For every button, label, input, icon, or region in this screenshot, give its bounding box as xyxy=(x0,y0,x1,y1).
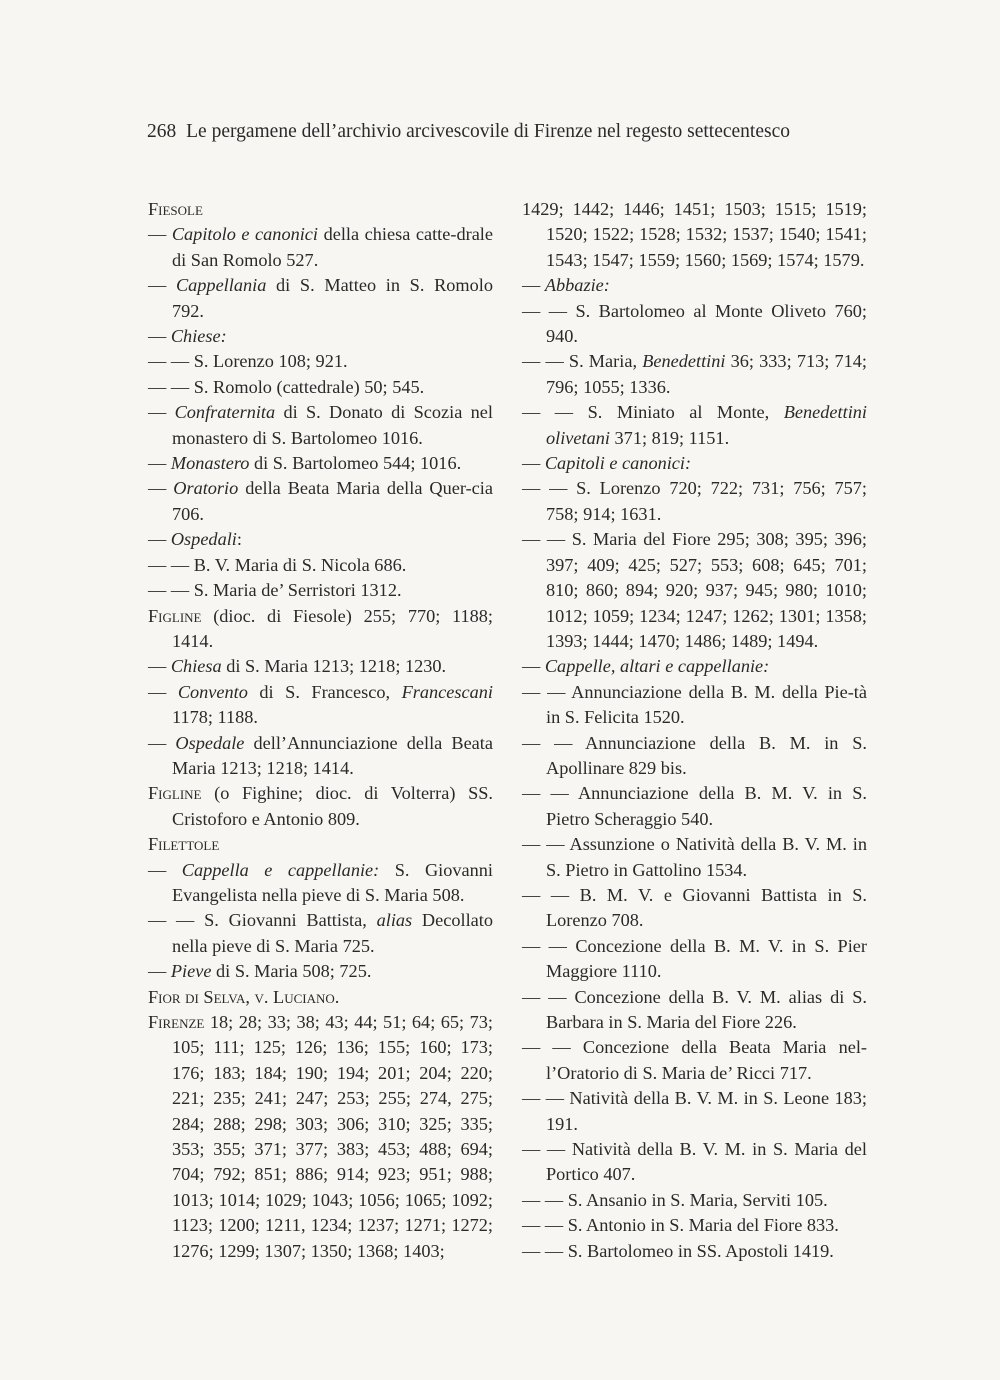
entry-text: — xyxy=(148,326,171,347)
entry-text: 36; 333; 713; 714; 796; 1055; 1336. xyxy=(546,351,867,397)
entry-text: Ospedali xyxy=(170,529,237,550)
entry-text: — xyxy=(148,732,176,753)
entry-text: Decollato nella pieve di S. Maria 725. xyxy=(172,910,493,956)
entry-text: Ospedale xyxy=(175,732,245,753)
index-entry xyxy=(522,731,867,782)
entry-text: Fior di Selva xyxy=(148,986,246,1007)
entry-text: — xyxy=(148,529,171,550)
index-entry xyxy=(148,273,493,324)
entry-text: Pieve xyxy=(170,961,212,982)
entry-text: — — S. Romolo (cattedrale) 50; 545. xyxy=(148,376,425,397)
entry-text: Benedettini xyxy=(642,351,726,372)
index-entry xyxy=(522,451,867,476)
entry-text: (o Fighine; dioc. di Volterra) SS. Cristoforo e Antonio 809. xyxy=(172,783,493,829)
running-title: Le pergamene dell’archivio arcivescovile di Firenze nel regesto settecentesco xyxy=(186,121,790,142)
entry-text: . xyxy=(334,986,340,1007)
entry-text: — xyxy=(148,275,176,296)
entry-text: Capitolo e canonici xyxy=(171,224,319,245)
entry-text: — — S. Bartolomeo in SS. Apostoli 1419. xyxy=(522,1240,834,1261)
index-entry xyxy=(148,654,493,679)
index-entry xyxy=(522,781,867,832)
index-entry xyxy=(522,1035,867,1086)
index-entry xyxy=(522,527,867,654)
entry-text: di S. Matteo in S. Romolo 792. xyxy=(172,275,493,321)
index-entry xyxy=(148,959,493,984)
index-entry xyxy=(148,451,493,476)
entry-text: — xyxy=(148,656,171,677)
index-entry xyxy=(522,1213,867,1238)
index-entry xyxy=(148,832,493,857)
entry-text: — — S. Maria, xyxy=(522,351,643,372)
index-column-left xyxy=(148,197,493,1264)
entry-text: — — Annunciazione della B. M. in S. Apollinare 829 bis. xyxy=(522,732,867,778)
page-number: 268 xyxy=(147,121,177,142)
index-entry xyxy=(148,324,493,349)
entry-text: — xyxy=(148,402,175,423)
entry-text: (dioc. di Fiesole) 255; 770; 1188; 1414. xyxy=(172,605,493,651)
index-entry xyxy=(148,578,493,603)
index-entry xyxy=(148,222,493,273)
entry-text: — — Assunzione o Natività della B. V. M. in S. Pietro in Gattolino 1534. xyxy=(522,834,867,880)
index-entry xyxy=(522,985,867,1036)
entry-text: Confraternita xyxy=(174,402,276,423)
entry-text: Convento xyxy=(177,681,248,702)
entry-text: Francescani xyxy=(401,681,493,702)
entry-text: Benedettini olivetani xyxy=(546,402,867,448)
entry-text: Cappellania xyxy=(175,275,267,296)
entry-text: — — Concezione della B. V. M. alias di S. Barbara in S. Maria del Fiore 226. xyxy=(522,986,867,1032)
entry-text: Capitoli e canonici: xyxy=(544,453,692,474)
entry-text: — — Concezione della Beata Maria nel-l’Oratorio di S. Maria de’ Ricci 717. xyxy=(522,1037,867,1083)
index-entry xyxy=(522,1137,867,1188)
index-entry xyxy=(148,349,493,374)
index-entry xyxy=(522,476,867,527)
entry-text: — xyxy=(148,961,171,982)
entry-text: — — Natività della B. V. M. in S. Leone 183; 191. xyxy=(522,1088,867,1134)
entry-text: — — S. Lorenzo 108; 921. xyxy=(148,351,348,372)
running-header xyxy=(147,121,790,143)
index-entry xyxy=(522,1239,867,1264)
entry-text: — — Natività della B. V. M. in S. Maria del Portico 407. xyxy=(522,1139,867,1185)
entry-text: 18; 28; 33; 38; 43; 44; 51; 64; 65; 73; 105; 111; 125; 126; 136; 155; 160; 173; 176; 183; 184; 190; 194; 201; 204; 220; 221; 235; 241; 247; 253; 255; 274, 275; 284; 288; 298; 303; 306; 310; 325; 335; 353; 355; 371; 377; 383; 453; 488; 694; 704; 792; 851; 886; 914; 923; 951; 988; 1013; 1014; 1029; 1043; 1056; 1065; 1092; 1123; 1200; 1211, 1234; 1237; 1271; 1272; 1276; 1299; 1307; 1350; 1368; 1403; xyxy=(172,1012,493,1261)
entry-text: — — Annunciazione della B. M. della Pie-tà in S. Felicita 1520. xyxy=(522,681,867,728)
index-entry xyxy=(148,731,493,782)
entry-text: — — S. Maria del Fiore 295; 308; 395; 396; 397; 409; 425; 527; 553; 608; 645; 701; 810; 860; 894; 920; 937; 945; 980; 1010; 1012; 1059; 1234; 1247; 1262; 1301; 1358; 1393; 1444; 1470; 1486; 1489; 1494. xyxy=(522,529,867,651)
entry-text: di S. Bartolomeo 544; 1016. xyxy=(249,453,462,474)
entry-text: — — S. Ansanio in S. Maria, Serviti 105. xyxy=(522,1189,828,1210)
entry-text: — xyxy=(148,224,172,245)
entry-text: Monastero xyxy=(170,453,250,474)
index-entry xyxy=(148,197,493,222)
entry-text: — — B. M. V. e Giovanni Battista in S. Lorenzo 708. xyxy=(522,884,867,931)
entry-text: : xyxy=(236,529,242,550)
entry-text: di S. Donato di Scozia nel monastero di S. Bartolomeo 1016. xyxy=(172,402,494,448)
index-entry xyxy=(148,1010,493,1264)
index-entry xyxy=(522,654,867,679)
entry-text: — — S. Miniato al Monte, xyxy=(522,402,784,423)
entry-text: Abbazie: xyxy=(544,275,610,296)
entry-text: — — Concezione della B. M. V. in S. Pier Maggiore 1110. xyxy=(522,935,867,982)
index-entry xyxy=(522,680,867,731)
entry-text: Cappella e cappellanie: xyxy=(181,859,380,880)
index-entry xyxy=(148,908,493,959)
entry-text: , xyxy=(245,986,255,1007)
entry-text: Figline xyxy=(148,783,202,804)
entry-text: di S. Francesco, xyxy=(247,681,402,702)
entry-text: — xyxy=(148,681,178,702)
entry-text: Figline xyxy=(148,605,202,626)
entry-text: — — S. Bartolomeo al Monte Oliveto 760; 940. xyxy=(522,300,867,347)
entry-text: di S. Maria 508; 725. xyxy=(211,961,372,982)
index-entry xyxy=(148,604,493,655)
index-entry xyxy=(148,781,493,832)
index-entry xyxy=(522,1086,867,1137)
index-entry xyxy=(148,375,493,400)
index-entry xyxy=(148,527,493,552)
entry-text: alias xyxy=(376,910,413,931)
entry-text: — — S. Giovanni Battista, xyxy=(148,910,377,931)
index-entry xyxy=(148,476,493,527)
entry-text: della Beata Maria della Quer-cia 706. xyxy=(172,478,493,524)
entry-text: — — Annunciazione della B. M. V. in S. Pietro Scheraggio 540. xyxy=(522,783,867,829)
index-entry xyxy=(522,934,867,985)
index-entry xyxy=(148,985,493,1010)
entry-text: Firenze xyxy=(148,1012,205,1032)
index-entry xyxy=(522,832,867,883)
entry-text: Chiesa xyxy=(170,656,222,677)
entry-text: — xyxy=(522,275,545,296)
entry-text: 371; 819; 1151. xyxy=(609,427,730,448)
entry-text: Fiesole xyxy=(148,199,203,219)
index-entry xyxy=(522,1188,867,1213)
index-column-right xyxy=(522,197,867,1264)
entry-text: — xyxy=(522,656,545,677)
index-entry xyxy=(148,858,493,909)
entry-text: 1429; 1442; 1446; 1451; 1503; 1515; 1519; 1520; 1522; 1528; 1532; 1537; 1540; 1541; 1543; 1547; 1559; 1560; 1569; 1574; 1579. xyxy=(522,199,867,270)
entry-text: — — S. Lorenzo 720; 722; 731; 756; 757; 758; 914; 1631. xyxy=(522,478,867,524)
index-entry xyxy=(522,883,867,934)
entry-text: Oratorio xyxy=(173,478,239,499)
entry-text: Filettole xyxy=(148,834,220,855)
entry-text: Cappelle, altari e cappellanie: xyxy=(544,656,770,677)
entry-text: — xyxy=(148,859,182,880)
entry-text: — — S. Maria de’ Serristori 1312. xyxy=(148,580,402,601)
entry-text: di S. Maria 1213; 1218; 1230. xyxy=(221,656,447,677)
entry-text: — — B. V. Maria di S. Nicola 686. xyxy=(148,554,407,575)
entry-text: Chiese: xyxy=(170,326,227,347)
index-entry xyxy=(522,197,867,273)
index-entry xyxy=(522,349,867,400)
entry-text: 1178; 1188. xyxy=(172,707,258,728)
entry-text: S. Giovanni Evangelista nella pieve di S. Maria 508. xyxy=(172,859,493,905)
entry-text: dell’Annunciazione della Beata Maria 1213; 1218; 1414. xyxy=(172,732,493,778)
index-entry xyxy=(148,553,493,578)
entry-text: v. Luciano xyxy=(254,986,335,1007)
entry-text: della chiesa catte-drale di San Romolo 527. xyxy=(172,224,493,270)
index-entry xyxy=(522,273,867,298)
index-entry xyxy=(522,400,867,451)
entry-text: — xyxy=(148,453,171,474)
entry-text: — xyxy=(148,478,174,499)
index-entry xyxy=(522,299,867,350)
entry-text: — — S. Antonio in S. Maria del Fiore 833. xyxy=(522,1215,839,1236)
index-entry xyxy=(148,680,493,731)
entry-text: — xyxy=(522,453,545,474)
index-entry xyxy=(148,400,493,451)
